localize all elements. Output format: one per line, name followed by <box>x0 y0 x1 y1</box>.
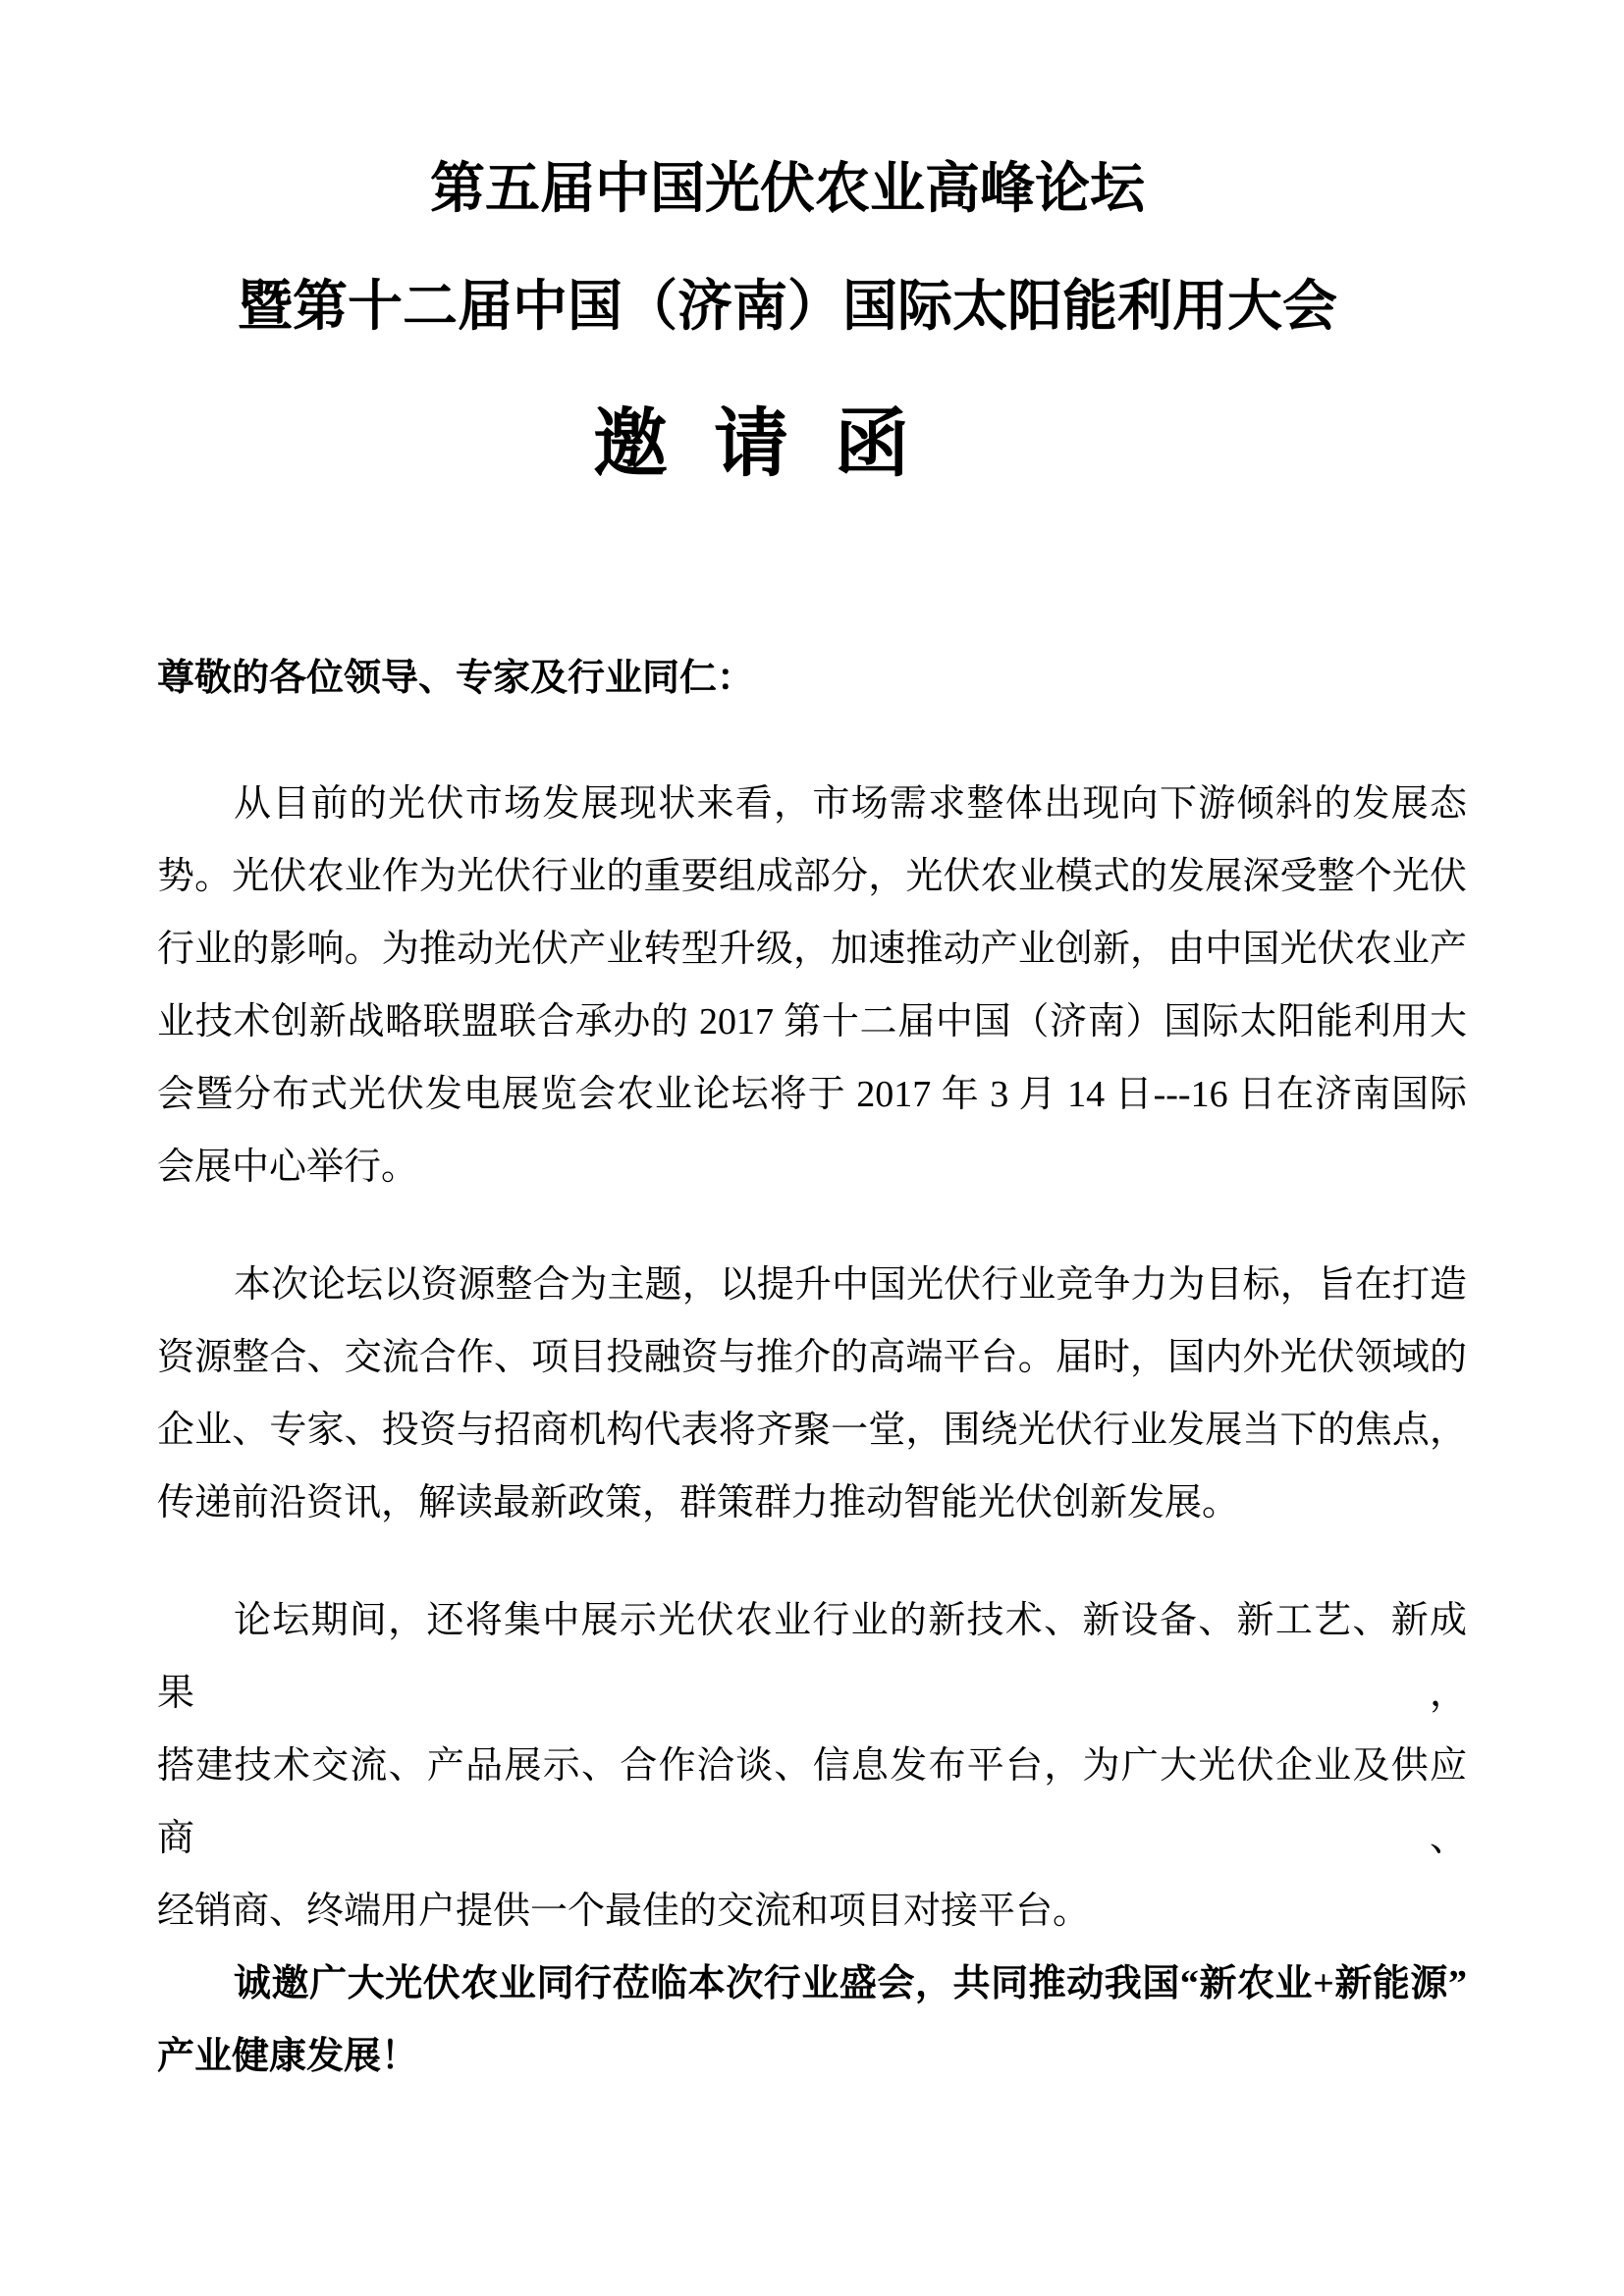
text-line: 行业的影响。为推动光伏产业转型升级，加速推动产业创新，由中国光伏农业产 <box>157 929 1467 970</box>
text-line: 经销商、终端用户提供一个最佳的交流和项目对接平台。 <box>157 1891 1091 1932</box>
document-body <box>157 768 1467 2093</box>
text-line: 会展中心举行。 <box>157 1147 419 1188</box>
invitation-heading: 邀 请 函 <box>593 403 923 486</box>
document-title-line-2: 暨第十二届中国（济南）国际太阳能利用大会 <box>238 277 1337 338</box>
text-line: 会暨分布式光伏发电展览会农业论坛将于 2017 年 3 月 14 日---16 日在济南国际 <box>157 1074 1467 1115</box>
closing-paragraph <box>157 1948 1467 2093</box>
text-line: 论坛期间，还将集中展示光伏农业行业的新技术、新设备、新工艺、新成果， <box>157 1600 1467 1714</box>
body-paragraph <box>157 1249 1467 1539</box>
document-title-line-1: 第五届中国光伏农业高峰论坛 <box>430 159 1145 220</box>
text-line: 传递前沿资讯，解读最新政策，群策群力推动智能光伏创新发展。 <box>157 1482 1240 1523</box>
body-paragraph <box>157 768 1467 1203</box>
text-line: 本次论坛以资源整合为主题，以提升中国光伏行业竞争力为目标，旨在打造 <box>234 1264 1467 1306</box>
body-paragraph <box>157 1584 1467 1948</box>
text-line: 资源整合、交流合作、项目投融资与推介的高端平台。届时，国内外光伏领域的 <box>157 1337 1467 1378</box>
salutation: 尊敬的各位领导、专家及行业同仁： <box>157 658 755 699</box>
text-line: 企业、专家、投资与招商机构代表将齐聚一堂，围绕光伏行业发展当下的焦点， <box>157 1410 1467 1451</box>
text-line: 势。光伏农业作为光伏行业的重要组成部分，光伏农业模式的发展深受整个光伏 <box>157 856 1467 897</box>
text-line: 从目前的光伏市场发展现状来看，市场需求整体出现向下游倾斜的发展态 <box>234 783 1467 825</box>
text-line: 搭建技术交流、产品展示、合作洽谈、信息发布平台，为广大光伏企业及供应商、 <box>157 1745 1467 1859</box>
text-line: 产业健康发展！ <box>157 2036 419 2077</box>
text-line: 业技术创新战略联盟联合承办的 2017 第十二届中国（济南）国际太阳能利用大 <box>157 1001 1467 1042</box>
text-line: 诚邀广大光伏农业同行莅临本次行业盛会，共同推动我国“新农业+新能源” <box>234 1963 1467 2004</box>
